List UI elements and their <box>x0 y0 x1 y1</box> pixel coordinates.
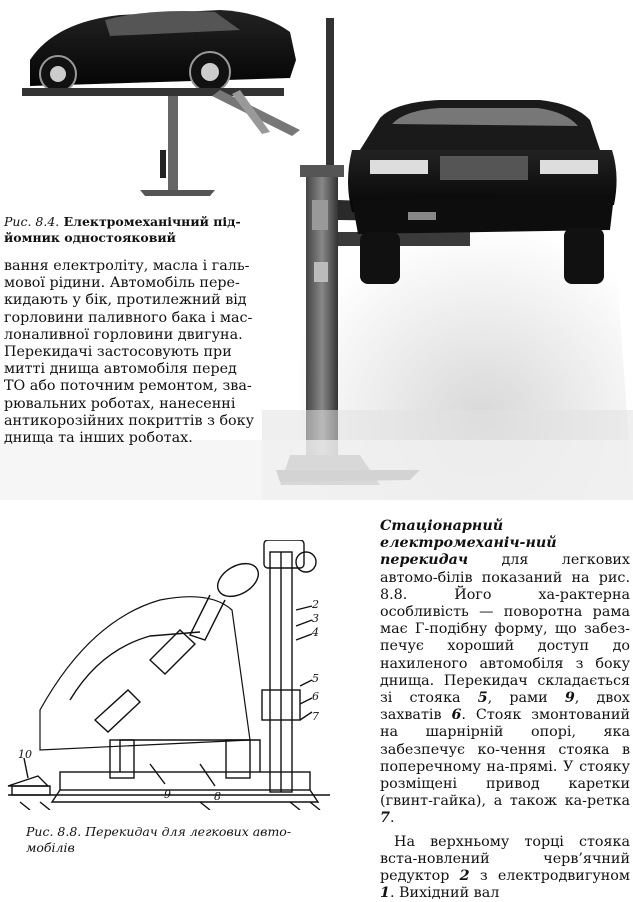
text-line: горловини паливного бака і мас- <box>4 309 253 326</box>
ref-number: 5 <box>477 690 488 707</box>
text-line: мової рідини. Автомобіль пере- <box>4 275 240 292</box>
text-line: Перекидачі застосовують при <box>4 344 232 361</box>
text-line: митті днища автомобіля перед <box>4 361 237 378</box>
callout-9: 9 <box>164 788 171 801</box>
paragraph-2-text: На верхньому торці стояка вста-новлений черв’ячний редуктор <box>380 833 630 885</box>
text-line: днища та інших роботах. <box>4 430 193 447</box>
figure-8-8-caption <box>26 824 331 856</box>
text-line: рювальних роботах, нанесенні <box>4 395 236 412</box>
paragraph-2-text: з електродвигуном <box>469 868 630 885</box>
tilter-line-drawing <box>0 540 340 810</box>
paragraph-1-text: , двох захватів <box>380 690 630 724</box>
ref-number: 2 <box>459 868 470 885</box>
figure-8-8-caption-text: Перекидач для легкових авто-мобілів <box>26 824 292 855</box>
small-lift-car <box>22 10 300 196</box>
callout-3: 3 <box>312 612 319 625</box>
callout-2: 2 <box>312 598 319 611</box>
figure-8-4-label: Рис. 8.4. <box>4 214 60 229</box>
term-highlight: Стаціонарний електромеханіч-ний перекидач <box>380 518 557 569</box>
figure-8-8-label: Рис. 8.8. <box>26 824 82 839</box>
text-line: лоналивної горловини двигуна. <box>4 326 243 343</box>
figure-8-4-caption-text: Електромеханічний під-йомник одностояковий <box>4 214 241 245</box>
left-column-text <box>4 258 266 447</box>
paragraph-2 <box>380 834 630 902</box>
callout-8: 8 <box>214 790 221 803</box>
callout-10: 10 <box>18 748 32 761</box>
ref-number: 6 <box>451 707 462 724</box>
ref-number: 1 <box>380 885 390 902</box>
paragraph-1-text: , рами <box>487 690 565 707</box>
paragraph-1-text: для легкових автомо-білів показаний на рис. 8.8. Його ха-рактерна особливість — поворотна рама має Г-подібну форму, що забез-печує хороший доступ до нахиленого автомобіля з боку днища. Перекидач складається зі стояка <box>380 552 630 707</box>
right-column-text <box>380 518 630 902</box>
text-line: кидають у бік, протилежний від <box>4 292 247 309</box>
ref-number: 9 <box>564 690 575 707</box>
text-line: ТО або поточним ремонтом, зва- <box>4 378 252 395</box>
callout-7: 7 <box>312 710 319 723</box>
figure-8-8-drawing <box>0 540 340 810</box>
paragraph-1-text: . Стояк змонтований на шарнірній опорі, яка забезпечує ко-чення стояка в поперечному на-прямі. У стояку розміщені привод каретки (гвинт-гайка), а також ка-ретка <box>380 707 630 810</box>
paragraph-1-text: . <box>389 810 395 827</box>
paragraph-1 <box>380 518 630 828</box>
callout-6: 6 <box>312 690 319 703</box>
callout-4: 4 <box>312 626 319 639</box>
callout-5: 5 <box>312 672 319 685</box>
text-line: антикорозійних покриттів з боку <box>4 412 255 429</box>
ref-number: 7 <box>380 810 390 827</box>
paragraph-2-text: . Вихідний вал <box>389 885 500 902</box>
text-line: вання електроліту, масла і галь- <box>4 258 250 274</box>
figure-8-4-caption <box>4 214 294 246</box>
